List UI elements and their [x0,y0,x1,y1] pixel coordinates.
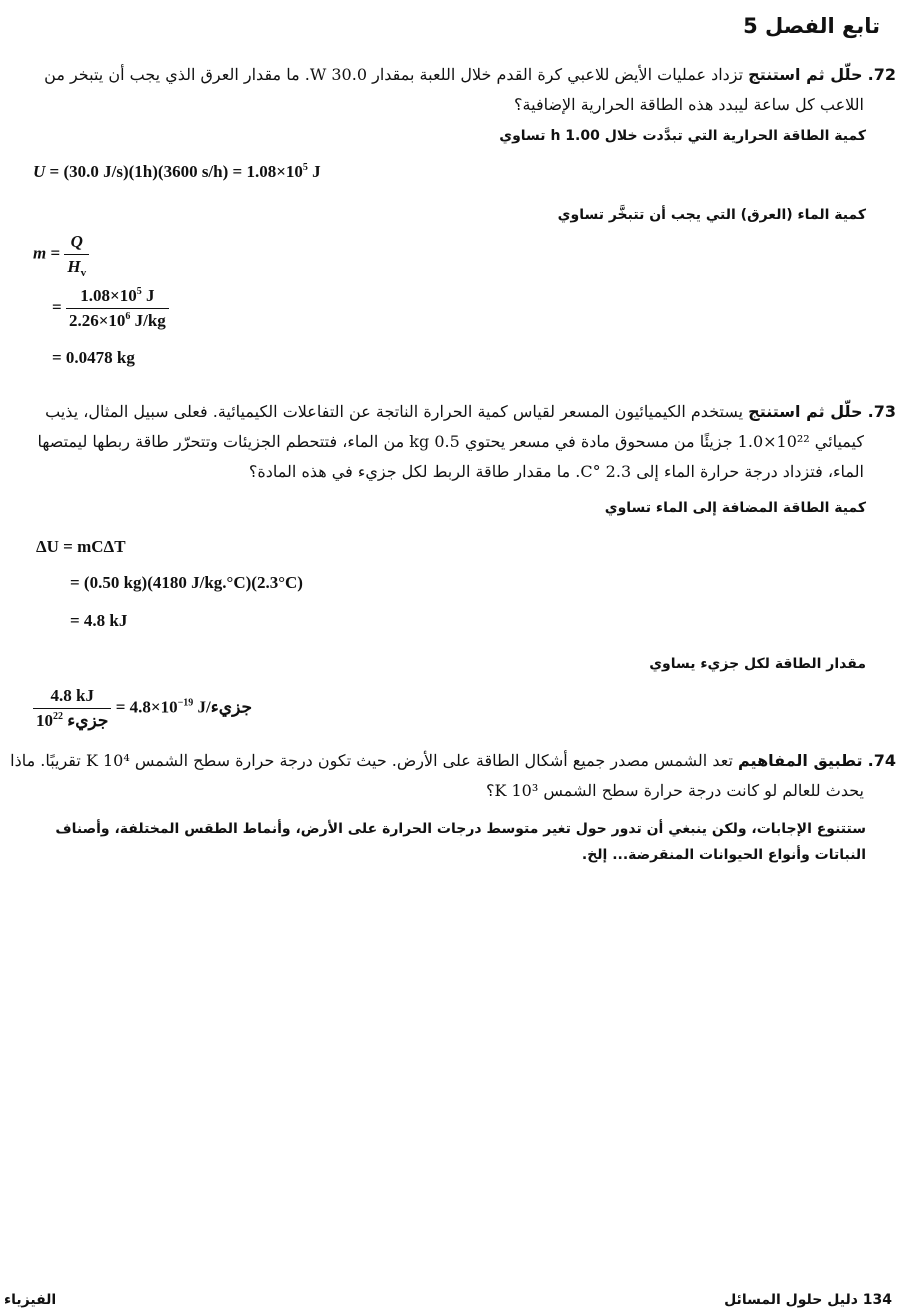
exponent: 6 [125,311,131,322]
answer-label: كمية الطاقة المضافة إلى الماء تساوي [604,500,866,516]
fraction [33,686,111,731]
eq-unit: J [307,162,321,181]
exponent: −19 [177,697,194,709]
problem-keyword: حلّل ثم استنتج [748,402,863,421]
eq-exponent: 5 [302,162,308,173]
equation-per-molecule [33,686,252,731]
problem-72 [3,60,896,120]
page-footer-right [724,1292,892,1308]
page-number: 134 [862,1292,892,1308]
answer-label: مقدار الطاقة لكل جزيء يساوي [649,656,866,672]
fraction [64,232,89,277]
equation-mass-values: = $\frac{1.08\times 10^5 J}{2.26\times 10^6 J/kg}$ [52,286,169,331]
problem-number: 74. [867,751,896,770]
problem-keyword: تطبيق المفاهيم [738,751,863,770]
answer-label: كمية الماء (العرق) التي يجب أن تتبخَّر تساوي [557,207,866,223]
problem-text-line: تزداد عمليات الأيض للاعبي كرة القدم خلال اللعبة بمقدار 30.0 W. ما مقدار العرق الذي يجب أن يتبخر من [44,65,749,84]
unit: J/kg [130,311,166,330]
problem-text-line: يستخدم الكيميائيون المسعر لقياس كمية الحرارة الناتجة عن التفاعلات الكيميائية. فعلى سبيل المثال، يذيب [45,402,749,421]
exponent: 5 [136,286,142,297]
answer-text: ستتنوع الإجابات، ولكن ينبغي أن تدور حول تغير متوسط درجات الحرارة على الأرض، وأنماط الطقس المختلفة، وأصناف النباتات وأنواع الحيوانات المنقرضة... إلخ. [55,821,866,863]
chapter-heading: تابع الفصل 5 [743,14,880,38]
subscript: v [80,267,87,279]
equation-energy-values: = (0.50 kg)(4180 J/kg.°C)(2.3°C) [70,573,303,592]
problem-number: 72. [867,65,896,84]
answer-label: كمية الطاقة الحرارية التي تبدَّدت خلال 1.00 h تساوي [499,128,866,144]
fraction-numerator: 1.08×10 [80,286,137,305]
eq-symbol: m [33,243,47,263]
problem-text-line: كيميائي 10²²×1.0 جزيئًا من مسحوق مادة في مسعر يحتوي 0.5 kg من الماء، فتتحطم الجزيئات وتتحرّر طاقة ربطها ليمتصها [37,432,864,451]
equation-energy: ΔU = mCΔT [36,537,126,556]
problem-text-line: تعد الشمس مصدر جميع أشكال الطاقة على الأرض. حيث تكون درجة حرارة سطح الشمس 10⁴ K تقريبًا. ماذا [10,751,738,770]
eq-symbol: U [33,162,46,181]
problem-text-line: الماء، فتزداد درجة حرارة الماء إلى 2.3 °C. ما مقدار طاقة الربط لكل جزيء في هذه المادة؟ [248,462,864,481]
fraction-denominator: 10 [36,711,53,730]
eq-rhs: = 4.8×10 [115,697,178,717]
exponent: 22 [53,711,63,722]
equation-mass: m = $\frac{Q}{H_v}$ [33,232,89,277]
problem-text-line: يحدث للعالم لو كانت درجة حرارة سطح الشمس 10³ K؟ [485,781,864,800]
equation-heat [33,162,321,182]
equation-energy-result: = 4.8 kJ [70,611,128,630]
problem-keyword: حلّل ثم استنتج [748,65,863,84]
subject-name: الفيزياء [4,1292,57,1308]
eq-rhs: = (30.0 J/s)(1h)(3600 s/h) = 1.08×10 [49,162,303,181]
fraction [66,286,169,331]
unit: J/جزيء [193,697,252,717]
fraction-numerator: Q [70,232,83,251]
unit: J [141,286,155,305]
equation-result: = 0.0478 kg [52,348,135,367]
unit-word: جزيء [63,711,109,730]
guide-title: دليل حلول المسائل [724,1292,863,1308]
fraction-denominator: H [67,257,81,276]
problem-74 [3,746,896,806]
problem-73 [3,397,896,487]
fraction-denominator: 2.26×10 [68,311,126,330]
problem-text-line: اللاعب كل ساعة ليبدد هذه الطاقة الحرارية الإضافية؟ [514,95,864,114]
fraction-numerator: 4.8 kJ [50,686,94,705]
problem-number: 73. [867,402,896,421]
